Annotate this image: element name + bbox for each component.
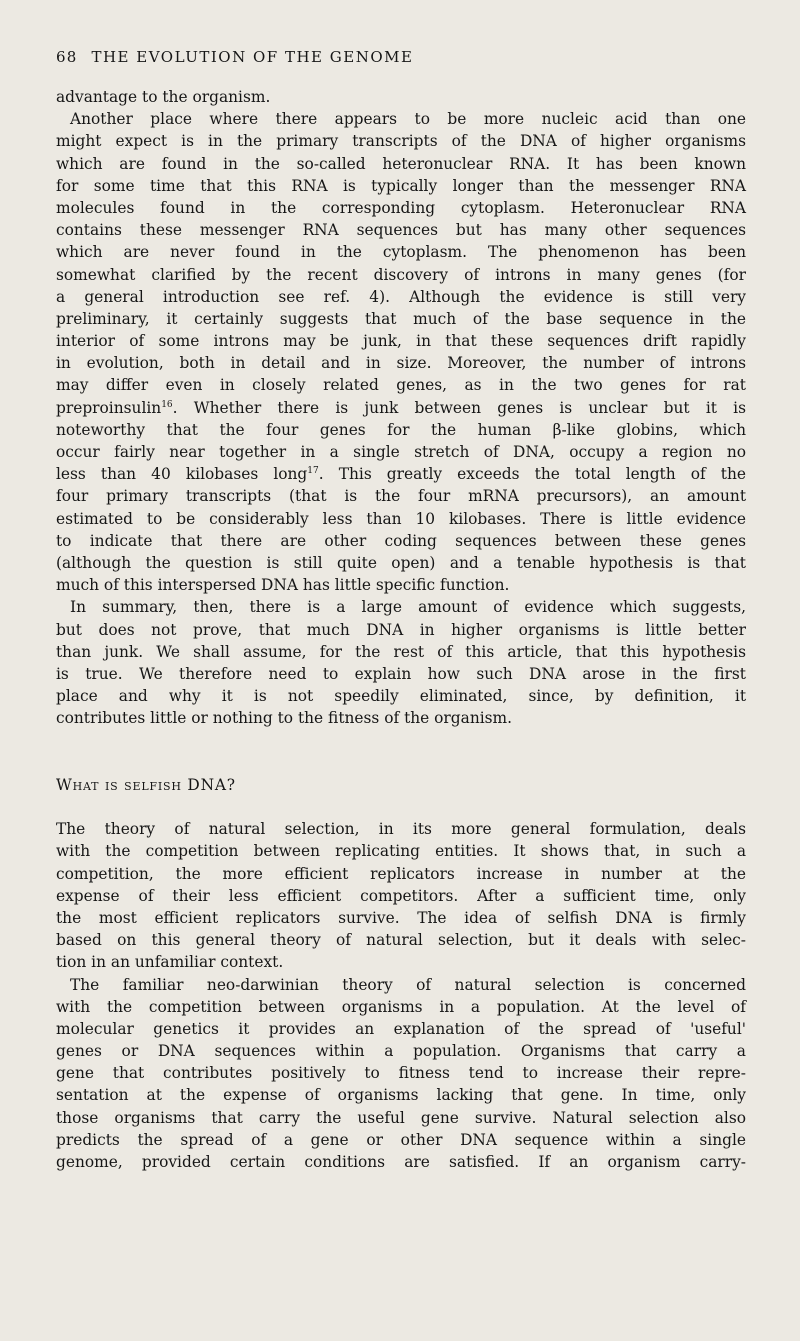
- text-line: The familiar neo-darwinian theory of natural selection is concerned: [70, 975, 746, 994]
- text-line: may differ even in closely related genes, as in the two genes for rat: [56, 376, 746, 395]
- text-segment: less than 40 kilobases long: [56, 465, 308, 484]
- text-line: with the competition between replicating entities. It shows that, in such a: [56, 842, 746, 861]
- text-line: to indicate that there are other coding sequences between these genes: [56, 531, 746, 550]
- text-line: with the competition between organisms in a population. At the level of: [56, 997, 746, 1016]
- text-line: The theory of natural selection, in its more general formulation, deals: [56, 820, 746, 839]
- text-line: place and why it is not speedily eliminated, since, by definition, it: [56, 687, 746, 706]
- text-line: might expect is in the primary transcripts of the DNA of higher organisms: [56, 132, 746, 151]
- paragraph-natural-selection: [56, 818, 746, 973]
- text-line: based on this general theory of natural selection, but it deals with selec-: [56, 931, 746, 950]
- section-heading: What is selfish DNA?: [56, 775, 236, 794]
- text-line: expense of their less efficient competitors. After a sufficient time, only: [56, 886, 746, 905]
- text-line: is true. We therefore need to explain how such DNA arose in the first: [56, 664, 746, 683]
- spacer: [56, 729, 746, 751]
- text-line: contains these messenger RNA sequences but has many other sequences: [56, 221, 746, 240]
- paragraph-continuation: [56, 86, 746, 108]
- text-line: than junk. We shall assume, for the rest of this article, that this hypothesis: [56, 642, 746, 661]
- text-line: interior of some introns may be junk, in that these sequences drift rapidly: [56, 332, 746, 351]
- text-line: noteworthy that the four genes for the human β-like globins, which: [56, 420, 746, 439]
- text-line: tion in an unfamiliar context.: [56, 953, 284, 972]
- text-line: in evolution, both in detail and in size. Moreover, the number of introns: [56, 354, 746, 373]
- text-line: which are found in the so-called heteronuclear RNA. It has been known: [56, 154, 746, 173]
- text-segment: preproinsulin: [56, 398, 162, 417]
- paragraph-summary: [56, 596, 746, 729]
- text-line: molecular genetics it provides an explanation of the spread of 'useful': [56, 1019, 746, 1038]
- spacer: [56, 752, 746, 774]
- citation-superscript: 16: [161, 399, 173, 410]
- text-line: advantage to the organism.: [56, 88, 271, 106]
- text-line: four primary transcripts (that is the four mRNA precursors), an amount: [56, 487, 746, 506]
- text-line-with-citation: [56, 397, 746, 419]
- text-line: those organisms that carry the useful gene survive. Natural selection also: [56, 1108, 746, 1127]
- text-line: somewhat clarified by the recent discovery of introns in many genes (for: [56, 265, 746, 284]
- text-line: occur fairly near together in a single stretch of DNA, occupy a region no: [56, 443, 746, 461]
- text-line: predicts the spread of a gene or other DNA sequence within a single: [56, 1130, 746, 1149]
- text-line-with-citation: [56, 463, 746, 485]
- text-segment: . This greatly exceeds the total length of the: [318, 465, 746, 484]
- text-line: (although the question is still quite open) and a tenable hypothesis is that: [56, 553, 746, 572]
- text-line: but does not prove, that much DNA in higher organisms is little better: [56, 620, 746, 639]
- text-line: the most efficient replicators survive. The idea of selfish DNA is firmly: [56, 908, 746, 927]
- text-line: genes or DNA sequences within a population. Organisms that carry a: [56, 1042, 746, 1061]
- body-text: [56, 86, 746, 1173]
- spacer: [56, 796, 746, 818]
- text-line: which are never found in the cytoplasm. The phenomenon has been: [56, 243, 746, 262]
- text-line: estimated to be considerably less than 10 kilobases. There is little evidence: [56, 509, 746, 528]
- text-line: molecules found in the corresponding cytoplasm. Heteronuclear RNA: [56, 198, 746, 217]
- text-line: In summary, then, there is a large amount of evidence which suggests,: [70, 598, 746, 617]
- text-line: contributes little or nothing to the fitness of the organism.: [56, 709, 513, 728]
- running-title: THE EVOLUTION OF THE GENOME: [91, 48, 414, 66]
- paragraph-introns: [56, 108, 746, 596]
- text-line: a general introduction see ref. 4). Although the evidence is still very: [56, 287, 746, 306]
- text-line: Another place where there appears to be more nucleic acid than one: [70, 110, 746, 129]
- text-line: preliminary, it certainly suggests that much of the base sequence in the: [56, 309, 746, 328]
- text-line: sentation at the expense of organisms lacking that gene. In time, only: [56, 1086, 746, 1105]
- paragraph-neo-darwinian: [56, 974, 746, 1174]
- text-segment: . Whether there is junk between genes is unclear but it is: [172, 398, 746, 417]
- running-header: [56, 48, 413, 66]
- page-number: 68: [56, 48, 78, 66]
- citation-superscript: 17: [307, 466, 319, 477]
- text-line: genome, provided certain conditions are satisfied. If an organism carry-: [56, 1153, 746, 1171]
- text-line: competition, the more efficient replicators increase in number at the: [56, 864, 746, 883]
- text-line: gene that contributes positively to fitness tend to increase their repre-: [56, 1064, 746, 1083]
- text-line: much of this interspersed DNA has little specific function.: [56, 576, 510, 595]
- text-line: for some time that this RNA is typically longer than the messenger RNA: [56, 176, 746, 195]
